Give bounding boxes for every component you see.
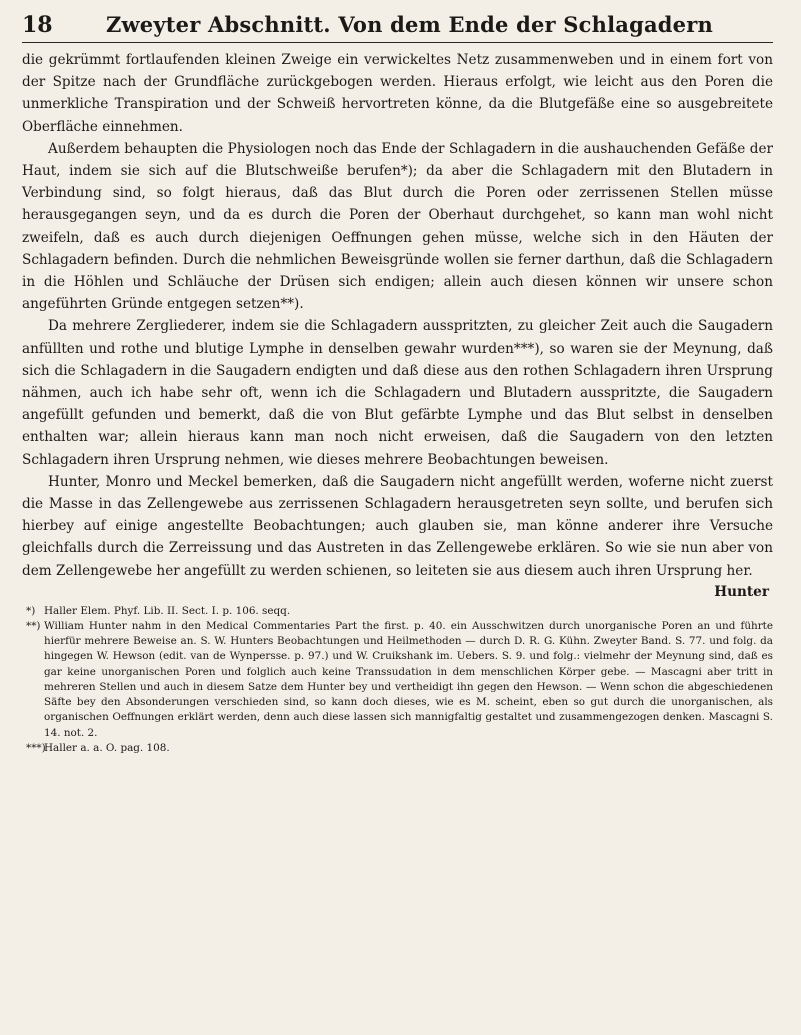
footnote <box>22 619 773 741</box>
page-number: 18 <box>22 12 53 38</box>
paragraph: Außerdem behaupten die Physiologen noch das Ende der Schlagadern in die aushauchenden Gefäße der Haut, indem sie sich auf die Blutschweiße berufen*); da aber die Schlagadern mit den Blutadern in Verbindung sind, so folgt hieraus, daß das Blut durch die Poren oder zerrissenen Stellen müsse herausgegangen seyn, und da es durch die Poren der Oberhaut durchgehet, so kann man wohl nicht zweifeln, daß es auch durch diejenigen Oeffnungen gehen müsse, welche sich in den Häuten der Schlagadern befinden. Durch die nehmlichen Beweisgründe wollen sie ferner darthun, daß die Schlagadern in die Höhlen und Schläuche der Drüsen sich endigen; allein auch diesen können wir unsere schon angeführten Gründe entgegen setzen**). <box>22 140 773 313</box>
footnote <box>22 604 773 619</box>
paragraph: Hunter, Monro und Meckel bemerken, daß die Saugadern nicht angefüllt werden, woferne nicht zuerst die Masse in das Zellengewebe aus zerrissenen Schlagadern herausgetreten seyn sollte, und berufen sich hierbey auf einige angestellte Beobachtungen; auch glauben sie, man könne anderer ihre Versuche gleichfalls durch die Zerreissung und das Austreten in das Zellengewebe erklären. So wie sie nun aber von dem Zellengewebe her angefüllt zu werden schienen, so leiteten sie aus diesem auch ihren Ursprung her. <box>22 473 773 579</box>
paragraph: die gekrümmt fortlaufenden kleinen Zweige ein verwickeltes Netz zusammenweben und in einem fort von der Spitze nach der Grundfläche zurückgebogen werden. Hieraus erfolgt, wie leicht aus den Poren die unmerkliche Transpiration und der Schweiß hervortreten könne, da die Blutgefäße eine so ausgebreitete Oberfläche einnehmen. <box>22 52 773 135</box>
footnote-text: William Hunter nahm in den Medical Commentaries Part the first. p. 40. ein Ausschwitzen durch unorganische Poren an und führte hierfür mehrere Beweise an. S. W. Hunters Beobachtungen und Heilmethoden — durch D. R. G. Kühn. Zweyter Band. S. 77. und folg. da hingegen W. Hewson (edit. van de Wynpersse. p. 97.) und W. Cruikshank im. Uebers. S. 9. und folg.: vielmehr der Meynung sind, daß es gar keine unorganischen Poren und folglich auch keine Transsudation in dem menschlichen Körper gebe. — Mascagni aber tritt in mehreren Stellen und auch in diesem Satze dem Hunter bey und vertheidigt ihn gegen den Hewson. — Wenn schon die abgeschiedenen Säfte bey den Absonderungen verschieden sind, so kann doch dieses, wie es M. scheint, eben so gut durch die unorganischen, als organischen Oeffnungen erklärt werden, denn auch diese lassen sich mannigfaltig gestaltet und zusammengezogen denken. Mascagni S. 14. not. 2. <box>44 620 773 739</box>
footnote <box>22 741 773 756</box>
footnote-mark: *) <box>26 604 36 617</box>
footnotes <box>22 604 773 756</box>
footnote-text: Haller a. a. O. pag. 108. <box>44 741 170 754</box>
main-text <box>22 49 773 582</box>
page-header <box>22 12 773 43</box>
catchword: Hunter <box>714 583 769 600</box>
footnote-mark: **) <box>26 620 41 633</box>
paragraph: Da mehrere Zergliederer, indem sie die Schlagadern ausspritzten, zu gleicher Zeit auch die Saugadern anfüllten und rothe und blutige Lymphe in denselben gewahr wurden***), so waren sie der Meynung, daß sich die Schlagadern in die Saugadern endigten und daß diese aus den rothen Schlagadern ihren Ursprung nähmen, auch ich habe sehr oft, wenn ich die Schlagadern und Blutadern ausspritzte, die Saugadern angefüllt gefunden und bemerkt, daß die von Blut gefärbte Lymphe und das Blut selbst in denselben enthalten war; allein hieraus kann man noch nicht erweisen, daß die Saugadern von den letzten Schlagadern ihren Ursprung nehmen, wie dieses mehrere Beobachtungen beweisen. <box>22 318 773 468</box>
footnote-text: Haller Elem. Phyf. Lib. II. Sect. I. p. 106. seqq. <box>44 604 291 617</box>
footnote-mark: ***) <box>26 741 46 754</box>
running-head: Zweyter Abschnitt. Von dem Ende der Schlagadern <box>106 12 713 37</box>
